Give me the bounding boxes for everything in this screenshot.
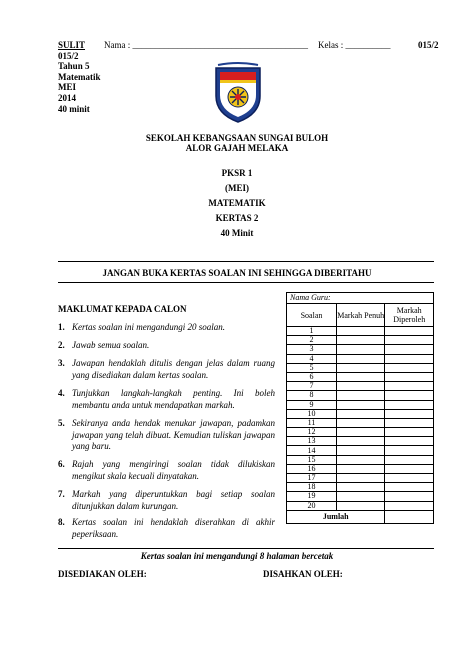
marks-obtained-cell[interactable] bbox=[385, 418, 434, 427]
instruction-number: 2. bbox=[58, 340, 65, 350]
question-number-cell: 17 bbox=[287, 474, 337, 483]
marks-table-body bbox=[287, 327, 434, 511]
full-marks-cell[interactable] bbox=[336, 437, 385, 446]
instruction-text: Sekiranya anda hendak menukar jawapan, padamkan jawapan yang telah dibuat. Kemudian tuliskan jawapan yang baru. bbox=[72, 418, 275, 451]
marks-obtained-cell[interactable] bbox=[385, 455, 434, 464]
instructions-title: MAKLUMAT KEPADA CALON bbox=[58, 304, 187, 314]
instruction-text: Markah yang diperuntukkan bagi setiap soalan ditunjukkan dalam kurungan. bbox=[72, 489, 275, 511]
full-marks-cell[interactable] bbox=[336, 391, 385, 400]
exam-duration: 40 Minit bbox=[220, 228, 254, 238]
question-number-cell: 12 bbox=[287, 428, 337, 437]
table-row bbox=[287, 446, 434, 455]
full-marks-cell[interactable] bbox=[336, 483, 385, 492]
class-field[interactable]: Kelas : __________ bbox=[318, 40, 391, 50]
question-number-cell: 4 bbox=[287, 354, 337, 363]
instruction-text: Jawab semua soalan. bbox=[72, 340, 150, 350]
marks-obtained-cell[interactable] bbox=[385, 428, 434, 437]
full-marks-cell[interactable] bbox=[336, 327, 385, 336]
approved-by-label: DISAHKAN OLEH: bbox=[263, 569, 343, 579]
instruction-item bbox=[58, 388, 274, 412]
question-number-cell: 7 bbox=[287, 382, 337, 391]
exam-paper: KERTAS 2 bbox=[215, 213, 259, 223]
school-crest-logo bbox=[212, 62, 264, 124]
instruction-text: Kertas soalan ini mengandungi 20 soalan. bbox=[72, 322, 226, 332]
total-marks-cell[interactable] bbox=[385, 510, 434, 523]
divider bbox=[58, 282, 434, 283]
teacher-name-field[interactable]: Nama Guru: bbox=[287, 293, 434, 304]
question-number-cell: 5 bbox=[287, 363, 337, 372]
table-row bbox=[287, 455, 434, 464]
instruction-text: Kertas soalan ini hendaklah diserahkan di akhir peperiksaan. bbox=[72, 517, 275, 539]
question-number-cell: 16 bbox=[287, 464, 337, 473]
question-number-cell: 10 bbox=[287, 409, 337, 418]
full-marks-cell[interactable] bbox=[336, 446, 385, 455]
instruction-number: 5. bbox=[58, 418, 65, 428]
question-number-cell: 15 bbox=[287, 455, 337, 464]
divider bbox=[58, 548, 434, 549]
subject: Matematik bbox=[58, 71, 101, 82]
full-marks-cell[interactable] bbox=[336, 501, 385, 510]
marks-obtained-cell[interactable] bbox=[385, 327, 434, 336]
instruction-number: 6. bbox=[58, 459, 65, 469]
instruction-text: Jawapan hendaklah ditulis dengan jelas dalam ruang yang disediakan dalam kertas soalan. bbox=[72, 358, 275, 380]
marks-table bbox=[286, 292, 434, 524]
question-number-cell: 14 bbox=[287, 446, 337, 455]
question-number-cell: 11 bbox=[287, 418, 337, 427]
exam-subject: MATEMATIK bbox=[208, 198, 266, 208]
warning-text: JANGAN BUKA KERTAS SOALAN INI SEHINGGA DIBERITAHU bbox=[102, 268, 372, 278]
question-number-cell: 13 bbox=[287, 437, 337, 446]
marks-obtained-cell[interactable] bbox=[385, 501, 434, 510]
year: 2014 bbox=[58, 92, 76, 103]
table-row bbox=[287, 400, 434, 409]
table-row bbox=[287, 409, 434, 418]
instruction-item bbox=[58, 322, 274, 334]
full-marks-cell[interactable] bbox=[336, 455, 385, 464]
full-marks-cell[interactable] bbox=[336, 354, 385, 363]
duration: 40 minit bbox=[58, 103, 90, 114]
marks-obtained-cell[interactable] bbox=[385, 372, 434, 381]
instruction-item bbox=[58, 489, 274, 513]
question-number-cell: 2 bbox=[287, 336, 337, 345]
full-marks-cell[interactable] bbox=[336, 464, 385, 473]
school-name: SEKOLAH KEBANGSAAN SUNGAI BULOH bbox=[145, 133, 329, 143]
marks-obtained-cell[interactable] bbox=[385, 382, 434, 391]
year-level: Tahun 5 bbox=[58, 61, 90, 72]
instruction-number: 8. bbox=[58, 517, 65, 527]
marks-obtained-cell[interactable] bbox=[385, 446, 434, 455]
paper-code: 015/2 bbox=[58, 50, 79, 61]
total-label: Jumlah bbox=[287, 510, 385, 523]
marks-obtained-cell[interactable] bbox=[385, 363, 434, 372]
sulit-label: SULIT bbox=[58, 40, 86, 50]
question-number-cell: 19 bbox=[287, 492, 337, 501]
instruction-item bbox=[58, 517, 274, 541]
marks-obtained-cell[interactable] bbox=[385, 409, 434, 418]
instruction-number: 3. bbox=[58, 358, 65, 368]
instruction-number: 4. bbox=[58, 388, 65, 398]
marks-obtained-cell[interactable] bbox=[385, 345, 434, 354]
full-marks-cell[interactable] bbox=[336, 409, 385, 418]
question-number-cell: 1 bbox=[287, 327, 337, 336]
marks-obtained-cell[interactable] bbox=[385, 483, 434, 492]
table-row bbox=[287, 345, 434, 354]
instruction-item bbox=[58, 418, 274, 454]
exam-title: PKSR 1 bbox=[221, 168, 253, 178]
marks-obtained-cell[interactable] bbox=[385, 492, 434, 501]
table-row bbox=[287, 501, 434, 510]
full-marks-cell[interactable] bbox=[336, 400, 385, 409]
question-number-cell: 8 bbox=[287, 391, 337, 400]
marks-obtained-cell[interactable] bbox=[385, 474, 434, 483]
name-field[interactable]: Nama : _______________________________________ bbox=[104, 40, 308, 50]
full-marks-cell[interactable] bbox=[336, 382, 385, 391]
full-marks-cell[interactable] bbox=[336, 418, 385, 427]
instruction-item bbox=[58, 459, 274, 483]
instruction-item bbox=[58, 358, 274, 382]
table-row bbox=[287, 391, 434, 400]
full-marks-cell[interactable] bbox=[336, 372, 385, 381]
marks-obtained-cell[interactable] bbox=[385, 354, 434, 363]
exam-month: (MEI) bbox=[225, 183, 249, 193]
column-header-question: Soalan bbox=[287, 304, 337, 327]
marks-obtained-cell[interactable] bbox=[385, 336, 434, 345]
table-row bbox=[287, 492, 434, 501]
full-marks-cell[interactable] bbox=[336, 428, 385, 437]
column-header-marks-obtained: Markah Diperoleh bbox=[385, 304, 434, 327]
instruction-text: Tunjukkan langkah-langkah penting. Ini boleh membantu anda untuk mendapatkan markah. bbox=[72, 388, 275, 410]
full-marks-cell[interactable] bbox=[336, 363, 385, 372]
pages-note: Kertas soalan ini mengandungi 8 halaman bercetak bbox=[140, 551, 334, 561]
question-number-cell: 9 bbox=[287, 400, 337, 409]
full-marks-cell[interactable] bbox=[336, 474, 385, 483]
marks-obtained-cell[interactable] bbox=[385, 464, 434, 473]
marks-obtained-cell[interactable] bbox=[385, 400, 434, 409]
instruction-number: 1. bbox=[58, 322, 65, 332]
marks-obtained-cell[interactable] bbox=[385, 391, 434, 400]
divider bbox=[58, 261, 434, 262]
paper-meta bbox=[58, 40, 101, 114]
prepared-by-label: DISEDIAKAN OLEH: bbox=[58, 569, 147, 579]
month: MEI bbox=[58, 82, 76, 93]
full-marks-cell[interactable] bbox=[336, 336, 385, 345]
question-number-cell: 20 bbox=[287, 501, 337, 510]
table-row bbox=[287, 437, 434, 446]
instruction-number: 7. bbox=[58, 489, 65, 499]
instruction-item bbox=[58, 340, 274, 352]
marks-obtained-cell[interactable] bbox=[385, 437, 434, 446]
table-row bbox=[287, 354, 434, 363]
instruction-text: Rajah yang mengiringi soalan tidak dilukiskan mengikut skala kecuali dinyatakan. bbox=[72, 459, 275, 481]
school-location: ALOR GAJAH MELAKA bbox=[185, 143, 289, 153]
full-marks-cell[interactable] bbox=[336, 345, 385, 354]
question-number-cell: 18 bbox=[287, 483, 337, 492]
column-header-full-marks: Markah Penuh bbox=[336, 304, 385, 327]
paper-code-right: 015/2 bbox=[418, 40, 439, 50]
question-number-cell: 3 bbox=[287, 345, 337, 354]
question-number-cell: 6 bbox=[287, 372, 337, 381]
full-marks-cell[interactable] bbox=[336, 492, 385, 501]
